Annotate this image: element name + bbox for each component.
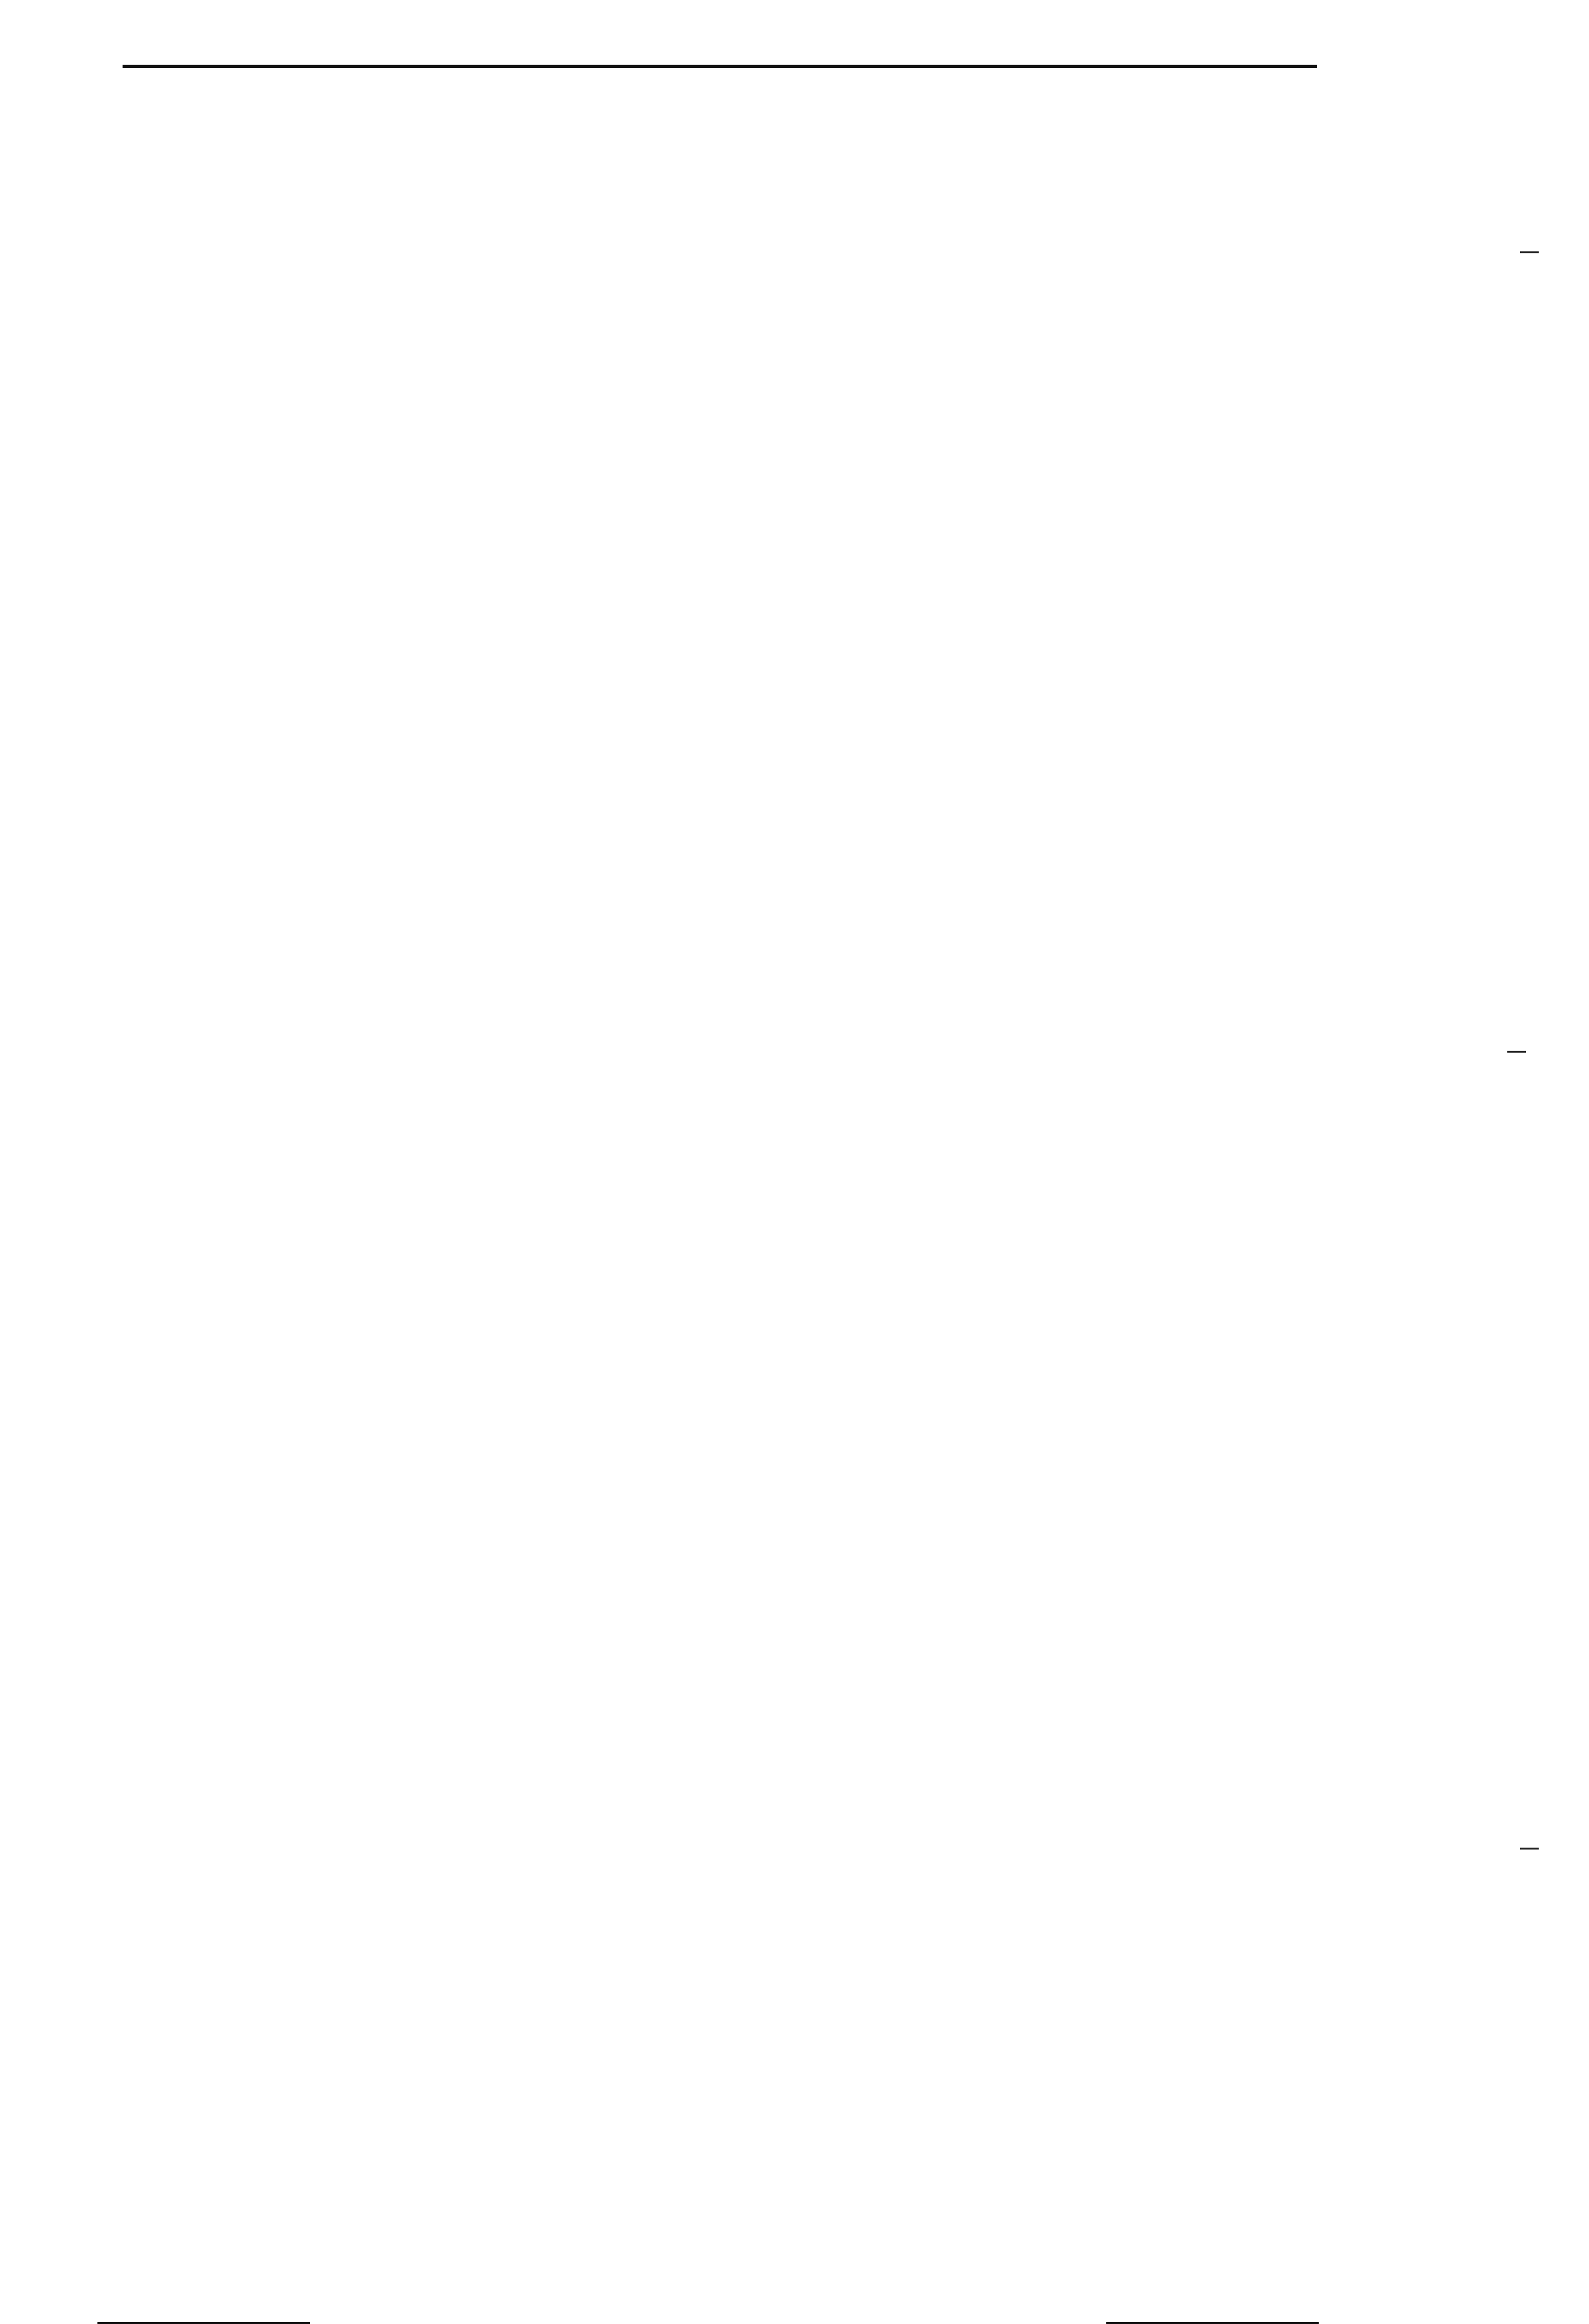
parts-list-line xyxy=(0,894,1589,918)
parts-list-line xyxy=(0,542,1589,566)
parts-list-line xyxy=(0,800,1589,824)
parts-list-line xyxy=(0,1267,1589,1291)
parts-list-line xyxy=(0,1291,1589,1315)
parts-list-line xyxy=(0,1618,1589,1642)
part-name xyxy=(860,1748,866,1772)
parts-list-line xyxy=(0,215,1589,239)
parts-list-line xyxy=(0,1314,1589,1338)
margin-mark xyxy=(1520,251,1539,253)
parts-list-line xyxy=(0,1748,1589,1772)
part-name xyxy=(860,472,866,496)
parts-list-line xyxy=(0,730,1589,754)
parts-list-line xyxy=(0,1361,1589,1384)
margin-mark xyxy=(1507,1051,1526,1053)
parts-list-line xyxy=(0,261,1589,285)
parts-list-line xyxy=(0,495,1589,519)
parts-list-line xyxy=(0,1220,1589,1244)
part-name xyxy=(860,1080,866,1104)
parts-list-line xyxy=(0,1011,1589,1034)
parts-list-line xyxy=(0,1407,1589,1431)
part-name xyxy=(860,261,866,285)
part-name xyxy=(860,635,866,659)
parts-list-line xyxy=(0,1701,1589,1724)
header-rule xyxy=(123,65,1317,68)
parts-list-line xyxy=(0,1771,1589,1795)
part-name xyxy=(860,659,866,683)
parts-list-line xyxy=(0,1057,1589,1081)
part-name xyxy=(860,1501,866,1525)
parts-list-line xyxy=(0,1570,1589,1594)
part-name xyxy=(860,378,866,402)
parts-list-line xyxy=(0,1794,1589,1818)
parts-list-line xyxy=(0,1244,1589,1268)
parts-list-line xyxy=(0,1524,1589,1548)
part-name xyxy=(860,518,866,542)
parts-list-line xyxy=(0,964,1589,988)
parts-list-line xyxy=(0,238,1589,262)
parts-list-line xyxy=(0,121,1589,145)
parts-list-line xyxy=(0,285,1589,309)
part-name xyxy=(860,309,866,332)
parts-list-line xyxy=(0,425,1589,449)
part-name xyxy=(860,1701,866,1724)
parts-list-line xyxy=(0,355,1589,379)
parts-list-line xyxy=(0,1654,1589,1678)
part-name xyxy=(860,940,866,964)
parts-list-line xyxy=(0,1677,1589,1701)
parts-list-line xyxy=(0,1174,1589,1198)
parts-list-line xyxy=(0,332,1589,356)
parts-list-line xyxy=(0,1080,1589,1104)
part-name xyxy=(860,1771,866,1795)
part-name xyxy=(860,566,866,589)
parts-list-line xyxy=(0,192,1589,216)
parts-list-line xyxy=(0,635,1589,659)
part-name xyxy=(860,1547,866,1571)
parts-list-line xyxy=(0,168,1589,192)
part-name xyxy=(860,1454,866,1478)
part-name xyxy=(860,192,866,216)
parts-list-line xyxy=(0,472,1589,496)
parts-list-line xyxy=(0,589,1589,613)
part-name xyxy=(860,1127,866,1151)
parts-list-line xyxy=(0,612,1589,636)
parts-list-line xyxy=(0,987,1589,1011)
parts-list-line xyxy=(0,777,1589,801)
parts-list-line xyxy=(0,449,1589,473)
parts-list-line xyxy=(0,1034,1589,1058)
parts-list-line xyxy=(0,566,1589,589)
parts-list-line xyxy=(0,1477,1589,1501)
part-name xyxy=(860,1361,866,1384)
part-name xyxy=(860,847,866,871)
parts-list-line xyxy=(0,309,1589,332)
parts-list-line xyxy=(0,1501,1589,1525)
parts-list-line xyxy=(0,145,1589,168)
parts-list-line xyxy=(0,402,1589,425)
part-name xyxy=(860,1654,866,1678)
parts-list-line xyxy=(0,1127,1589,1151)
part-name xyxy=(860,1197,866,1221)
parts-list-line xyxy=(0,824,1589,848)
parts-list-line xyxy=(0,917,1589,941)
part-name xyxy=(860,215,866,239)
parts-list-line xyxy=(0,1454,1589,1478)
parts-list-line xyxy=(0,870,1589,894)
part-name xyxy=(860,425,866,449)
parts-list-line xyxy=(0,754,1589,777)
part-name xyxy=(860,612,866,636)
margin-mark xyxy=(1520,1848,1539,1850)
part-name xyxy=(860,332,866,356)
part-name xyxy=(860,1011,866,1034)
parts-list-line xyxy=(0,1724,1589,1748)
parts-list-line xyxy=(0,1384,1589,1408)
parts-list-line xyxy=(0,940,1589,964)
part-name xyxy=(860,1594,866,1618)
parts-list-line xyxy=(0,378,1589,402)
parts-list-line xyxy=(0,518,1589,542)
parts-list-line xyxy=(0,1547,1589,1571)
parts-list-line xyxy=(0,1594,1589,1618)
parts-list-line xyxy=(0,1337,1589,1361)
parts-list-line xyxy=(0,1104,1589,1127)
parts-list-line xyxy=(0,1431,1589,1455)
part-name xyxy=(860,1220,866,1244)
parts-list-line xyxy=(0,1197,1589,1221)
parts-list-line xyxy=(0,847,1589,871)
part-name xyxy=(860,754,866,777)
parts-list-line xyxy=(0,659,1589,683)
part-name xyxy=(860,1407,866,1431)
parts-list-line xyxy=(0,1151,1589,1175)
